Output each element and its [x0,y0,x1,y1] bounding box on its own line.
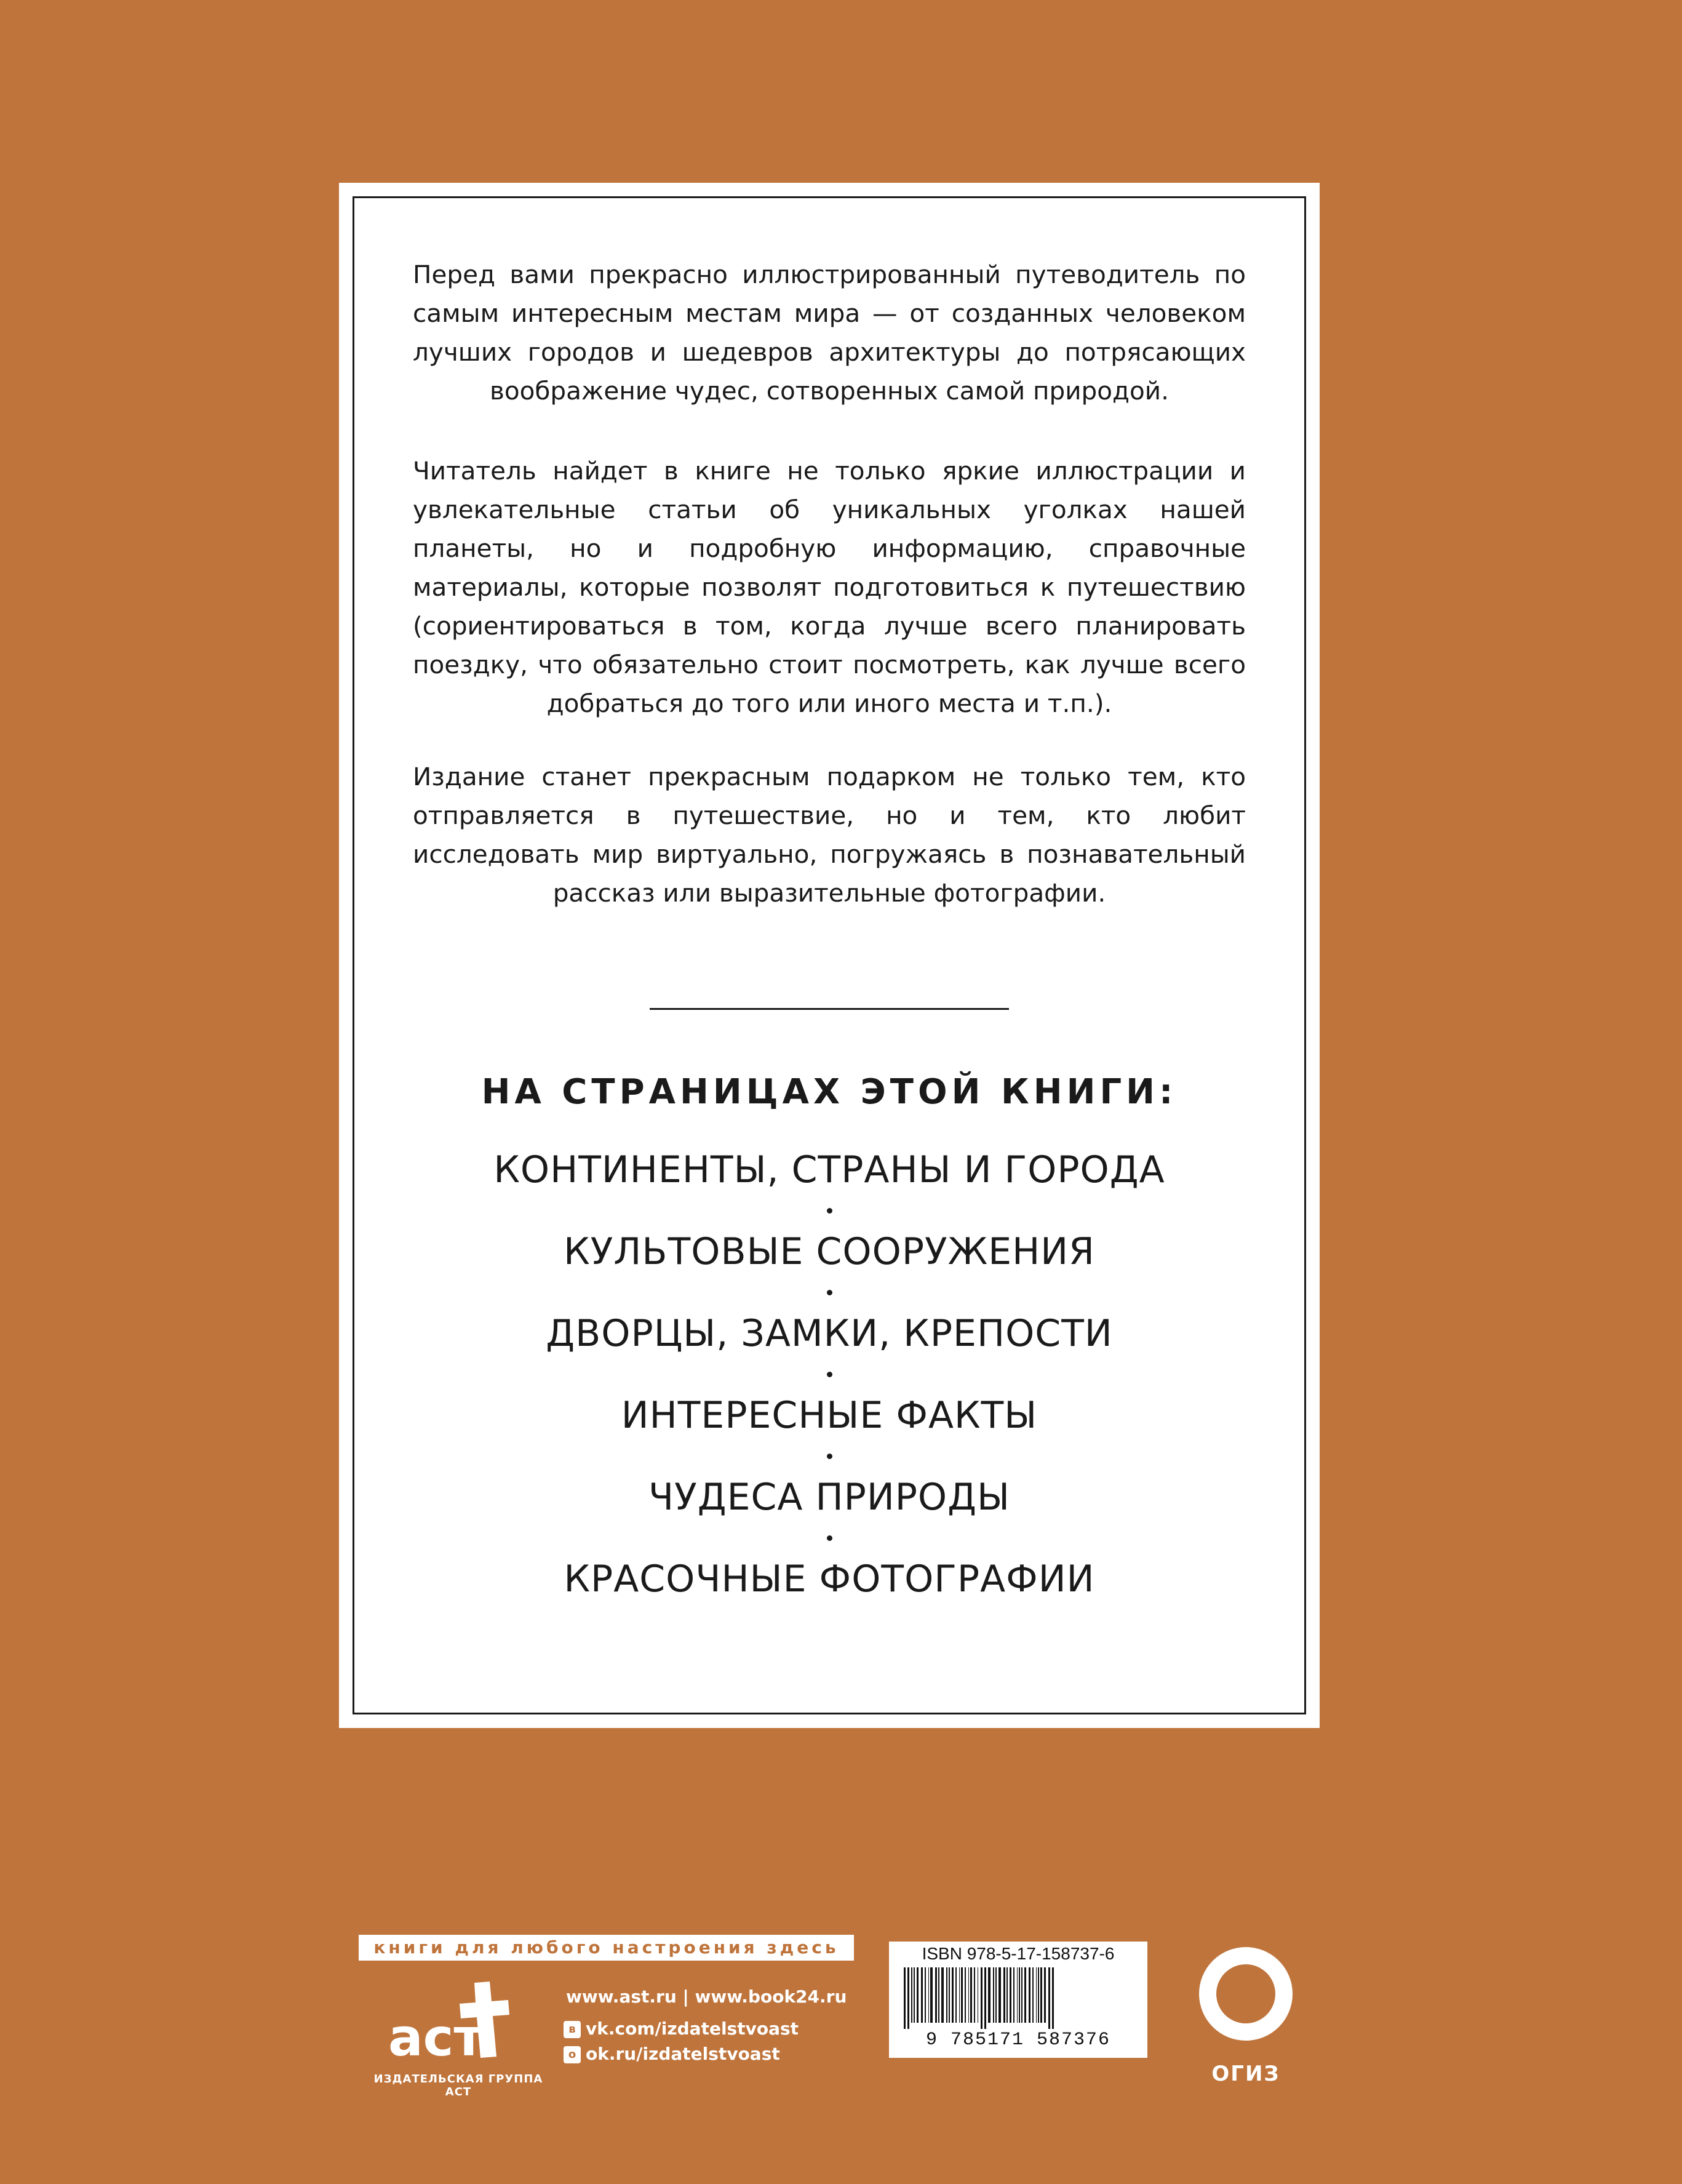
ast-logo-text: аст [388,2007,484,2063]
barcode-icon [901,1967,1135,2029]
topics-list [339,1148,1320,1601]
topic-item: ЧУДЕСА ПРИРОДЫ [648,1476,1010,1519]
topic-item: КОНТИНЕНТЫ, СТРАНЫ И ГОРОДА [493,1148,1165,1191]
publisher-tagline: книги для любого настроения здесь [359,1935,854,1961]
topic-item: ДВОРЦЫ, ЗАМКИ, КРЕПОСТИ [546,1312,1113,1355]
blurb-paragraph-3: Издание станет прекрасным подарком не только тем, кто отправляется в путешествие, но и тем, кто любит исследовать мир виртуально, погружаясь в познавательный рассказ или выразительные фотографии. [413,762,1246,908]
vk-link[interactable] [564,2018,799,2039]
vk-link-text: vk.com/izdatelstvoast [586,2018,799,2039]
bullet-separator [339,1273,1320,1312]
topic-item: КУЛЬТОВЫЕ СООРУЖЕНИЯ [564,1230,1095,1273]
ogiz-logo-icon [1187,1932,1304,2055]
publisher-websites[interactable]: www.ast.ru | www.book24.ru [566,1986,847,2007]
ok-link[interactable] [564,2044,780,2064]
topic-item: ИНТЕРЕСНЫЕ ФАКТЫ [621,1394,1038,1437]
blurb-paragraph-1: Перед вами прекрасно иллюстрированный путеводитель по самым интересным местам мира — от созданных человеком лучших городов и шедевров архитектуры до потрясающих воображение чудес, сотворенных самой природой. [413,260,1246,406]
barcode-digits: 9 785171 587376 [925,2030,1111,2050]
bullet-separator [339,1437,1320,1476]
ok-link-text: ok.ru/izdatelstvoast [586,2044,780,2064]
publisher-caption: ИЗДАТЕЛЬСКАЯ ГРУППА АСТ [373,2073,543,2098]
blurb-paragraph-2: Читатель найдет в книге не только яркие иллюстрации и увлекательные статьи об уникальных уголках нашей планеты, но и подробную информацию, справочные материалы, которые позволят подготовиться к путешествию (сориентироваться в том, когда лучше всего планировать поездку, что обязательно стоит посмотреть, как лучше всего добраться до того или иного места и т.п.). [413,456,1246,718]
topic-item: КРАСОЧНЫЕ ФОТОГРАФИИ [564,1558,1095,1601]
bullet-separator [339,1519,1320,1558]
ast-logo-icon [382,1977,517,2063]
imprint-name: ОГИЗ [1211,2062,1280,2086]
barcode-box [889,1942,1147,2058]
ok-icon: о [564,2046,581,2063]
description-panel [339,183,1320,1728]
isbn-label: ISBN 978-5-17-158737-6 [922,1944,1115,1963]
divider [650,1008,1009,1010]
vk-icon: в [564,2021,581,2038]
bullet-separator [339,1355,1320,1394]
bullet-separator [339,1191,1320,1230]
contents-heading: НА СТРАНИЦАХ ЭТОЙ КНИГИ: [481,1072,1178,1112]
